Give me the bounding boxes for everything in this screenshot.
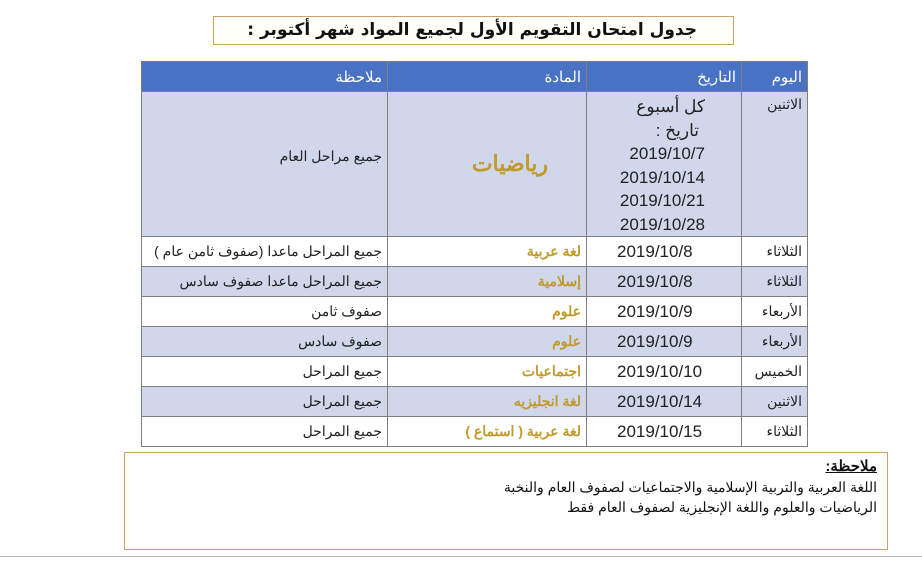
cell-note: جميع المراحل ماعدا صفوف سادس	[142, 267, 388, 297]
table-row	[142, 237, 808, 267]
table-row	[142, 297, 808, 327]
table-row	[142, 417, 808, 447]
cell-date: 2019/10/15	[587, 417, 742, 447]
cell-day: الأربعاء	[742, 297, 808, 327]
table-header	[142, 62, 808, 92]
date-line: كل أسبوع	[636, 97, 705, 116]
cell-subject: علوم	[388, 297, 587, 327]
header-subject: المادة	[388, 62, 587, 92]
cell-note: جميع المراحل	[142, 417, 388, 447]
cell-date: 2019/10/9	[587, 327, 742, 357]
cell-subject: إسلامية	[388, 267, 587, 297]
page-title: جدول امتحان التقويم الأول لجميع المواد شهر أكتوبر :	[247, 20, 697, 40]
cell-subject: لغة انجليزيه	[388, 387, 587, 417]
cell-subject: رياضيات	[388, 92, 587, 237]
cell-day: الاثنين	[742, 92, 808, 237]
date-line: 2019/10/28	[619, 214, 705, 234]
cell-subject: لغة عربية	[388, 237, 587, 267]
cell-day: الخميس	[742, 357, 808, 387]
cell-date: 2019/10/14	[587, 387, 742, 417]
divider	[0, 556, 922, 557]
cell-day: الأربعاء	[742, 327, 808, 357]
cell-day: الثلاثاء	[742, 267, 808, 297]
table-row	[142, 327, 808, 357]
cell-note: جميع المراحل	[142, 357, 388, 387]
table-row	[142, 267, 808, 297]
footnote-line: الرياضيات والعلوم واللغة الإنجليزية لصفوف العام فقط	[567, 499, 877, 515]
cell-date	[587, 92, 742, 237]
cell-note: صفوف سادس	[142, 327, 388, 357]
footnote-box	[124, 452, 888, 550]
date-line: 2019/10/14	[619, 167, 705, 187]
footnote-label: ملاحظة:	[825, 458, 877, 475]
cell-day: الثلاثاء	[742, 237, 808, 267]
date-line: تاريخ :	[655, 120, 699, 140]
cell-date: 2019/10/8	[587, 267, 742, 297]
exam-schedule-table	[141, 61, 808, 447]
cell-day: الاثنين	[742, 387, 808, 417]
page-title-box	[213, 16, 734, 45]
table-row	[142, 387, 808, 417]
cell-date: 2019/10/9	[587, 297, 742, 327]
cell-note: صفوف ثامن	[142, 297, 388, 327]
cell-note: جميع مراحل العام	[142, 92, 388, 237]
table-row	[142, 92, 808, 237]
cell-subject: علوم	[388, 327, 587, 357]
header-note: ملاحظة	[142, 62, 388, 92]
cell-subject: اجتماعيات	[388, 357, 587, 387]
cell-subject: لغة عربية ( استماع )	[388, 417, 587, 447]
header-date: التاريخ	[587, 62, 742, 92]
cell-day: الثلاثاء	[742, 417, 808, 447]
table-row	[142, 357, 808, 387]
header-day: اليوم	[742, 62, 808, 92]
cell-date: 2019/10/8	[587, 237, 742, 267]
footnote-line: اللغة العربية والتربية الإسلامية والاجتماعيات لصفوف العام والنخبة	[503, 479, 877, 495]
date-line: 2019/10/21	[619, 191, 705, 210]
cell-note: جميع المراحل ماعدا (صفوف ثامن عام )	[142, 237, 388, 267]
date-line: 2019/10/7	[629, 144, 705, 163]
cell-date: 2019/10/10	[587, 357, 742, 387]
cell-note: جميع المراحل	[142, 387, 388, 417]
